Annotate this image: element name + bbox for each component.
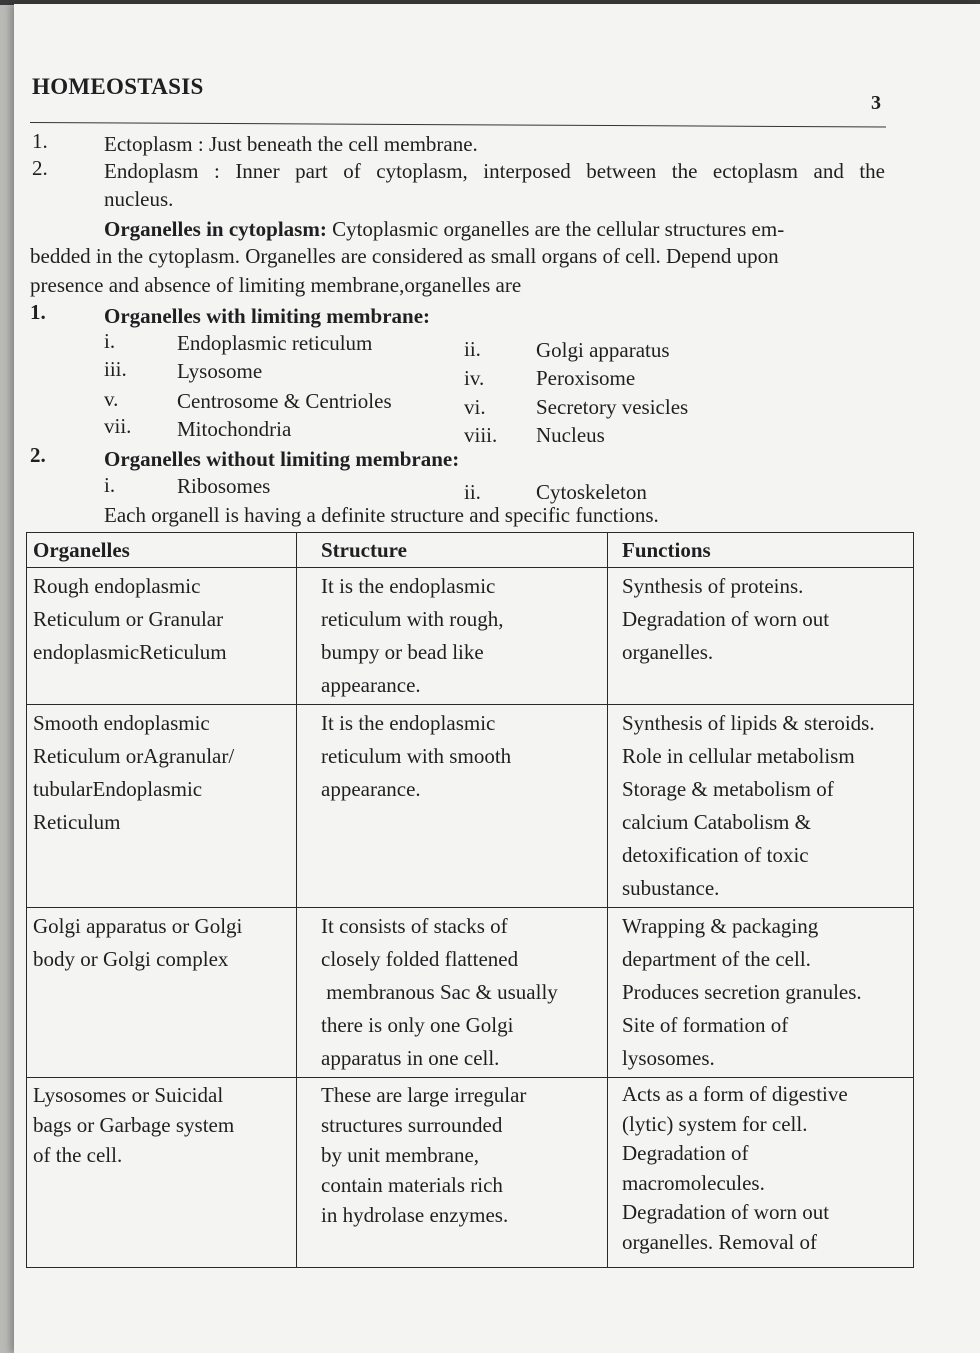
table-row (27, 1078, 914, 1268)
structure-cell: It is the endoplasmic reticulum with rough, bumpy or bead like appearance. (297, 568, 608, 705)
table-intro: Each organell is having a definite structure and specific functions. (104, 503, 659, 527)
functions-cell: Synthesis of proteins. Degradation of worn out organelles. (608, 568, 914, 705)
endoplasm-text: Endoplasm : Inner part of cytoplasm, interposed between the ectoplasm and the (104, 159, 885, 183)
functions-cell: Wrapping & packaging department of the cell. Produces secretion granules. Site of formation of lysosomes. (608, 908, 914, 1078)
chapter-header: HOMEOSTASIS (32, 74, 204, 99)
organelles-intro-bold: Organelles in cytoplasm: (104, 217, 327, 241)
structure-cell: These are large irregular structures surrounded by unit membrane, contain materials rich in hydrolase enzymes. (297, 1078, 608, 1268)
list-item-number: iv. (464, 366, 485, 390)
section-number: 2. (30, 443, 46, 467)
organelle-cell: Golgi apparatus or Golgi body or Golgi complex (27, 908, 297, 1078)
list-item: Golgi apparatus (536, 338, 670, 362)
list-number: 2. (32, 156, 48, 180)
column-header-organelles: Organelles (27, 533, 297, 568)
table-row (27, 568, 914, 705)
functions-cell: Acts as a form of digestive (lytic) system for cell. Degradation of macromolecules. Degradation of worn out organelles. Removal of (608, 1078, 914, 1268)
list-item: Peroxisome (536, 366, 636, 390)
list-item: Mitochondria (177, 417, 292, 441)
column-header-structure: Structure (297, 533, 608, 568)
list-item: Nucleus (536, 423, 605, 447)
list-item-number: vi. (464, 395, 486, 419)
list-item: Lysosome (177, 359, 263, 383)
functions-cell: Synthesis of lipids & steroids. Role in cellular metabolism Storage & metabolism of calcium Catabolism & detoxification of toxic subustance. (608, 705, 914, 908)
organelles-intro-line1: Organelles in cytoplasm: Cytoplasmic organelles are the cellular structures em- (104, 217, 785, 241)
without-membrane-heading: Organelles without limiting membrane: (104, 447, 460, 471)
list-item-number: i. (104, 329, 116, 353)
section-number: 1. (30, 300, 46, 324)
endoplasm-text-cont: nucleus. (104, 187, 174, 211)
list-item: Ribosomes (177, 474, 271, 498)
organelles-intro-line3: presence and absence of limiting membrane,organelles are (30, 273, 522, 297)
organelles-intro-line2: bedded in the cytoplasm. Organelles are considered as small organs of cell. Depend upon (30, 244, 779, 268)
list-item: Secretory vesicles (536, 395, 689, 419)
table-row (27, 705, 914, 908)
list-item: Cytoskeleton (536, 480, 647, 504)
list-item: Endoplasmic reticulum (177, 331, 373, 355)
structure-cell: It is the endoplasmic reticulum with smooth appearance. (297, 705, 608, 908)
list-number: 1. (32, 129, 48, 153)
list-item-number: v. (104, 387, 119, 411)
list-item-number: vii. (104, 414, 132, 438)
ectoplasm-text: Ectoplasm : Just beneath the cell membrane. (104, 132, 478, 156)
with-membrane-heading: Organelles with limiting membrane: (104, 304, 431, 328)
column-header-functions: Functions (608, 533, 914, 568)
table-header-row (27, 533, 914, 568)
table-row (27, 908, 914, 1078)
organelles-table (26, 532, 914, 1268)
list-item-number: viii. (464, 423, 498, 447)
list-item-number: ii. (464, 337, 481, 361)
list-item-number: iii. (104, 357, 127, 381)
organelle-cell: Lysosomes or Suicidal bags or Garbage system of the cell. (27, 1078, 297, 1268)
organelle-cell: Rough endoplasmic Reticulum or Granular endoplasmicReticulum (27, 568, 297, 705)
page-number: 3 (871, 92, 881, 114)
list-item: Centrosome & Centrioles (177, 389, 392, 413)
list-item-number: ii. (464, 480, 481, 504)
list-item-number: i. (104, 473, 116, 497)
organelle-cell: Smooth endoplasmic Reticulum orAgranular/ tubularEndoplasmic Reticulum (27, 705, 297, 908)
structure-cell: It consists of stacks of closely folded flattened membranous Sac & usually there is only one Golgi apparatus in one cell. (297, 908, 608, 1078)
